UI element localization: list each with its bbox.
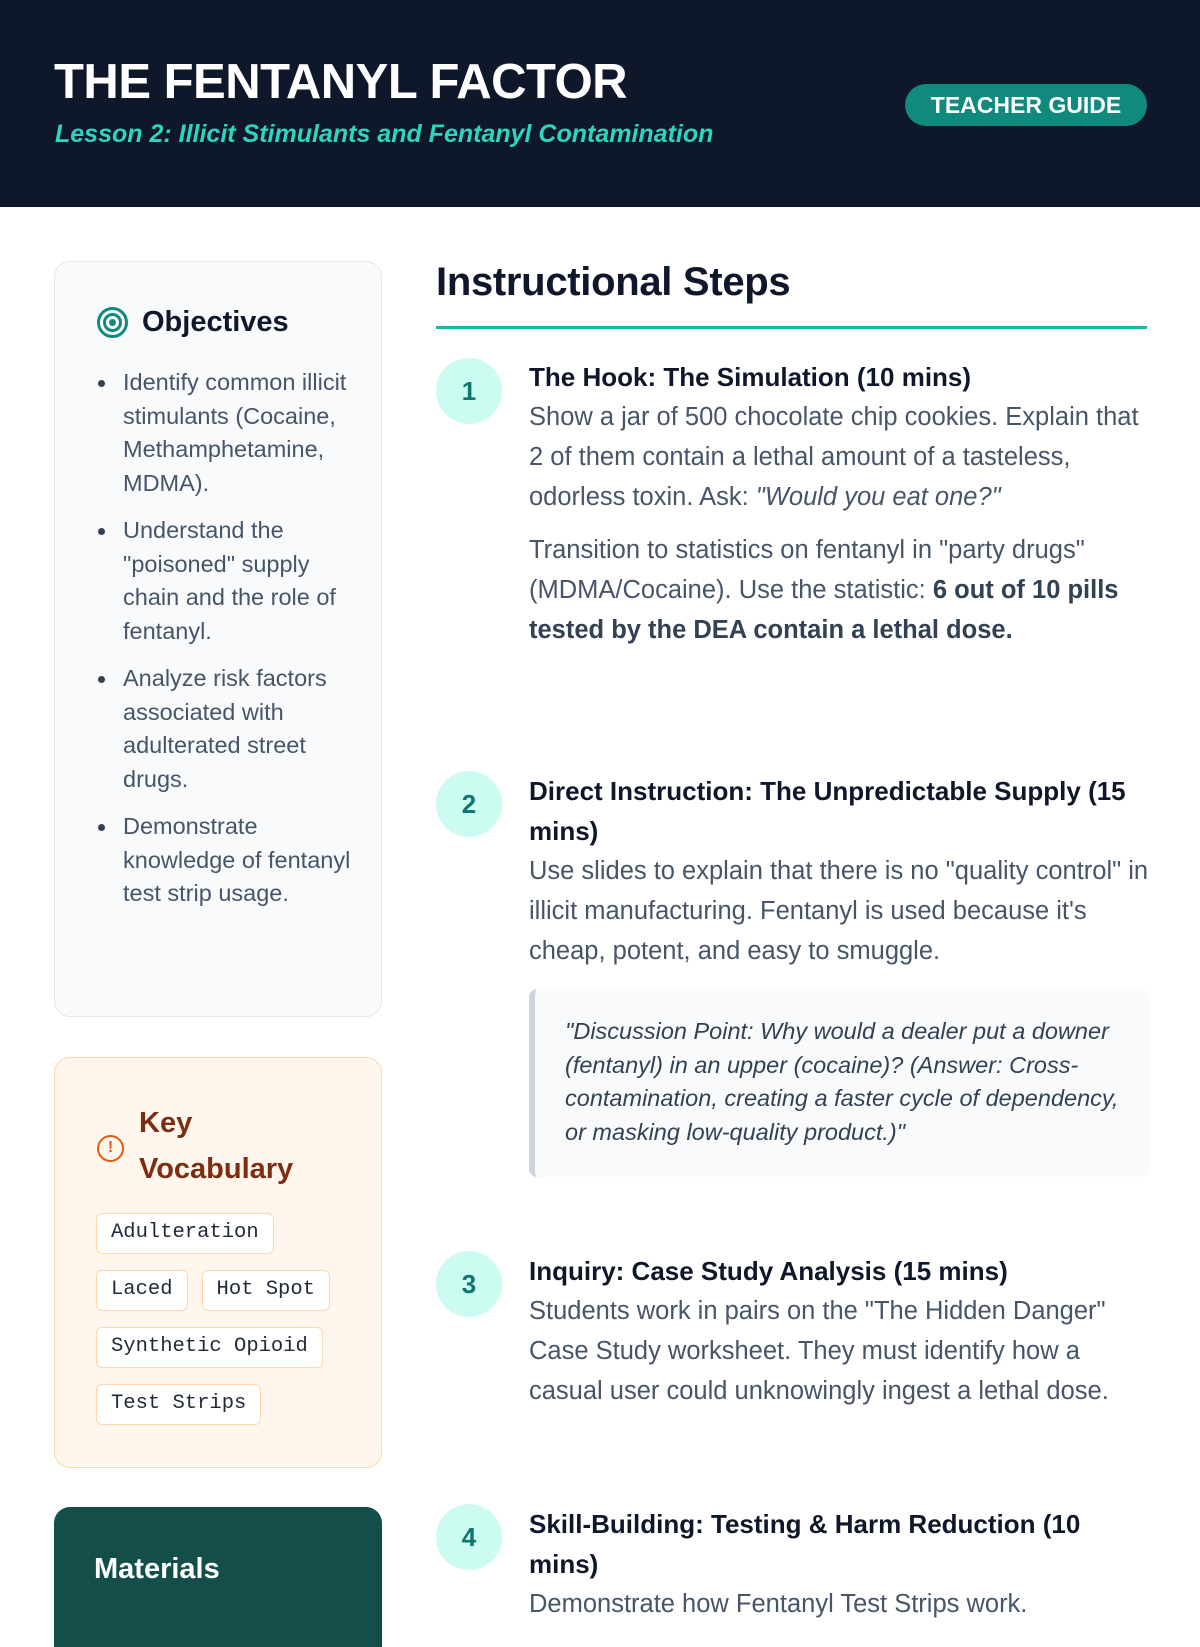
vocab-tag-synthetic-opioid: Synthetic Opioid bbox=[96, 1327, 323, 1368]
discussion-callout: "Discussion Point: Why would a dealer put a downer (fentanyl) in an upper (cocaine)? (Answer: Cross-contamination, creating a faster cycle of dependency, or masking low-quality product.)" bbox=[529, 989, 1149, 1177]
objectives-list bbox=[123, 366, 363, 911]
section-divider bbox=[436, 326, 1147, 329]
step-2 bbox=[529, 771, 1149, 1177]
vocab-tag-test-strips: Test Strips bbox=[96, 1384, 261, 1425]
step-quote: "Would you eat one?" bbox=[755, 483, 1001, 511]
materials-title: Materials bbox=[94, 1553, 220, 1585]
step-description: Demonstrate how Fentanyl Test Strips work. bbox=[529, 1590, 1028, 1618]
alert-circle-icon: ! bbox=[97, 1135, 124, 1162]
objective-item: Identify common illicit stimulants (Cocaine, Methamphetamine, MDMA). bbox=[123, 366, 363, 500]
objectives-title: Objectives bbox=[142, 306, 289, 338]
step-number-badge: 4 bbox=[436, 1504, 502, 1570]
step-1 bbox=[529, 357, 1149, 650]
step-title: The Hook: The Simulation (10 mins) bbox=[529, 362, 972, 392]
step-statistic: Transition to statistics on fentanyl in "party drugs" (MDMA/Cocaine). Use the statistic: 6 out of 10 pills tested by the DEA contain a lethal dose. bbox=[529, 536, 1119, 644]
objective-item: Demonstrate knowledge of fentanyl test strip usage. bbox=[123, 810, 363, 911]
target-icon bbox=[97, 307, 128, 338]
step-number-badge: 3 bbox=[436, 1251, 502, 1317]
page-title: THE FENTANYL FACTOR bbox=[54, 55, 628, 109]
objectives-card bbox=[54, 261, 382, 1017]
vocab-tag-hot-spot: Hot Spot bbox=[202, 1270, 330, 1311]
vocabulary-heading bbox=[97, 1100, 339, 1192]
objective-item: Understand the "poisoned" supply chain and the role of fentanyl. bbox=[123, 514, 363, 648]
step-description: Students work in pairs on the "The Hidden Danger" Case Study worksheet. They must identify how a casual user could unknowingly ingest a lethal dose. bbox=[529, 1297, 1109, 1405]
lesson-subtitle: Lesson 2: Illicit Stimulants and Fentanyl Contamination bbox=[55, 120, 714, 148]
step-title: Direct Instruction: The Unpredictable Supply (15 mins) bbox=[529, 776, 1126, 846]
vocab-tag-adulteration: Adulteration bbox=[96, 1213, 274, 1254]
step-description: Use slides to explain that there is no "quality control" in illicit manufacturing. Fentanyl is used because it's cheap, potent, and easy to smuggle. bbox=[529, 857, 1149, 965]
teacher-guide-badge: TEACHER GUIDE bbox=[905, 84, 1147, 126]
vocabulary-tags bbox=[96, 1213, 366, 1441]
step-title: Inquiry: Case Study Analysis (15 mins) bbox=[529, 1256, 1008, 1286]
step-title: Skill-Building: Testing & Harm Reduction (10 mins) bbox=[529, 1509, 1081, 1579]
materials-card bbox=[54, 1507, 382, 1647]
objectives-heading bbox=[97, 306, 289, 339]
instructional-steps-title: Instructional Steps bbox=[436, 260, 791, 304]
vocabulary-card bbox=[54, 1057, 382, 1468]
step-number-badge: 2 bbox=[436, 771, 502, 837]
objective-item: Analyze risk factors associated with adulterated street drugs. bbox=[123, 662, 363, 796]
vocab-tag-laced: Laced bbox=[96, 1270, 188, 1311]
statistic-highlight: 6 out of 10 pills tested by the DEA contain a lethal dose. bbox=[529, 576, 1119, 644]
step-description: Show a jar of 500 chocolate chip cookies. Explain that 2 of them contain a lethal amount of a tasteless, odorless toxin. Ask: "Would you eat one?" bbox=[529, 403, 1139, 511]
step-4 bbox=[529, 1504, 1149, 1624]
vocabulary-title: Key Vocabulary bbox=[139, 1107, 294, 1185]
page-header bbox=[0, 0, 1200, 207]
step-number-badge: 1 bbox=[436, 358, 502, 424]
step-3 bbox=[529, 1251, 1149, 1411]
